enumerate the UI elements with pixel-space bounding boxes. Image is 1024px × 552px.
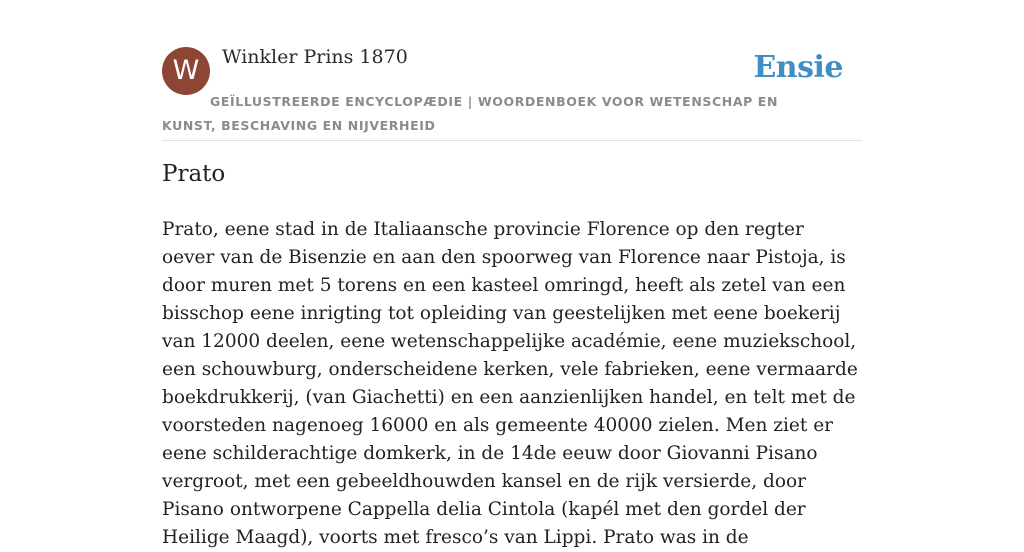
ensie-logo-link[interactable]: Ensie	[753, 50, 843, 85]
source-header	[162, 0, 862, 141]
source-title-link[interactable]: Winkler Prins 1870	[222, 46, 408, 68]
source-subtitle: GEÏLLUSTREERDE ENCYCLOPÆDIE | WOORDENBOEK VOOR WETENSCHAP EN KUNST, BESCHAVING EN NIJVERHEID	[162, 94, 779, 133]
entry-body: Prato, eene stad in de Italiaansche provincie Florence op den regter oever van de Bisenzie en aan den spoorweg van Florence naar Pistoja, is door muren met 5 torens en een kasteel omringd, heeft als zetel van een bisschop eene inrigting tot opleiding van geestelijken met eene boekerij van 12000 deelen, eene wetenschappelijke académie, eene muziekschool, een schouwburg, onderscheidene kerken, vele fabrieken, eene vermaarde boekdrukkerij, (van Giachetti) en een aanzienlijken handel, en telt met de voorsteden nagenoeg 16000 en als gemeente 40000 zielen. Men ziet er eene schilderachtige domkerk, in de 14de eeuw door Giovanni Pisano vergroot, met een gebeeldhouwden kansel en de rijk versierde, door Pisano ontworpene Cappella delia Cintola (kapél met den gordel der Heilige Maagd), voorts met fresco’s van Lippi. Prato was in de	[162, 219, 858, 548]
source-avatar[interactable]: W	[162, 47, 210, 95]
entry-title: Prato	[162, 161, 226, 187]
page-content	[162, 0, 862, 548]
